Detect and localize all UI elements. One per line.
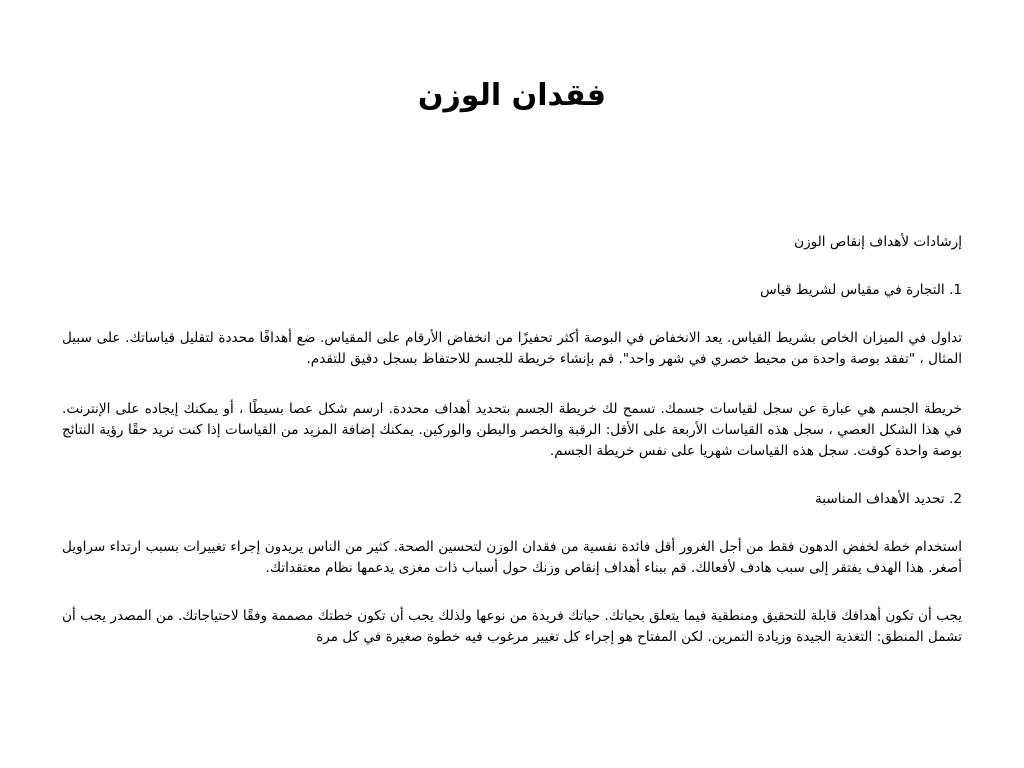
body-paragraph: تداول في الميزان الخاص بشريط القياس. يعد الانخفاض في البوصة أكثر تحفيزًا من انخفاض الأرقام على المقياس. ضع أهدافًا محددة لتقليل قياساتك. على سبيل المثال ، "تفقد بوصة واحدة من محيط خصري في شهر واحد". قم بإنشاء خريطة للجسم للاحتفاظ بسجل دقيق للتقدم. [62, 330, 962, 367]
body-paragraph: خريطة الجسم هي عبارة عن سجل لقياسات جسمك. تسمح لك خريطة الجسم بتحديد أهداف محددة. ارسم شكل عصا بسيطًا ، أو يمكنك إيجاده على الإنترنت. في هذا الشكل العصي ، سجل هذه القياسات الأربعة على الأقل: الرقبة والخصر والبطن والوركين. يمكنك إضافة المزيد من القياسات إذا كنت تريد حقًا رؤية النتائج بوصة واحدة كوقت. سجل هذه القياسات شهريا على نفس خريطة الجسم. [62, 401, 962, 459]
body-paragraph: استخدام خطة لخفض الدهون فقط من أجل الغرور أقل فائدة نفسية من فقدان الوزن لتحسين الصحة. كثير من الناس يريدون إجراء تغييرات بسبب ارتداء سراويل أصغر. هذا الهدف يفتقر إلى سبب هادف لأفعالك. قم ببناء أهداف إنقاص وزنك حول أسباب ذات مغزى يدعمها نظام معتقداتك. [62, 539, 962, 576]
body-paragraph: يجب أن تكون أهدافك قابلة للتحقيق ومنطقية فيما يتعلق بحياتك. حياتك فريدة من نوعها ولذلك يجب أن تكون خطتك مصممة وفقًا لاحتياجاتك. من المصدر يجب أن تشمل المنطق: التغذية الجيدة وزيادة التمرين. لكن المفتاح هو إجراء كل تغيير مرغوب فيه خطوة صغيرة في كل مرة [62, 608, 962, 645]
section-heading-1: 1. التجارة في مقياس لشريط قياس [760, 282, 962, 298]
slide-body [62, 232, 962, 675]
section-heading-2: 2. تحديد الأهداف المناسبة [814, 491, 962, 507]
slide-title: فقدان الوزن [417, 78, 607, 113]
subtitle-paragraph: إرشادات لأهداف إنقاص الوزن [794, 234, 962, 250]
